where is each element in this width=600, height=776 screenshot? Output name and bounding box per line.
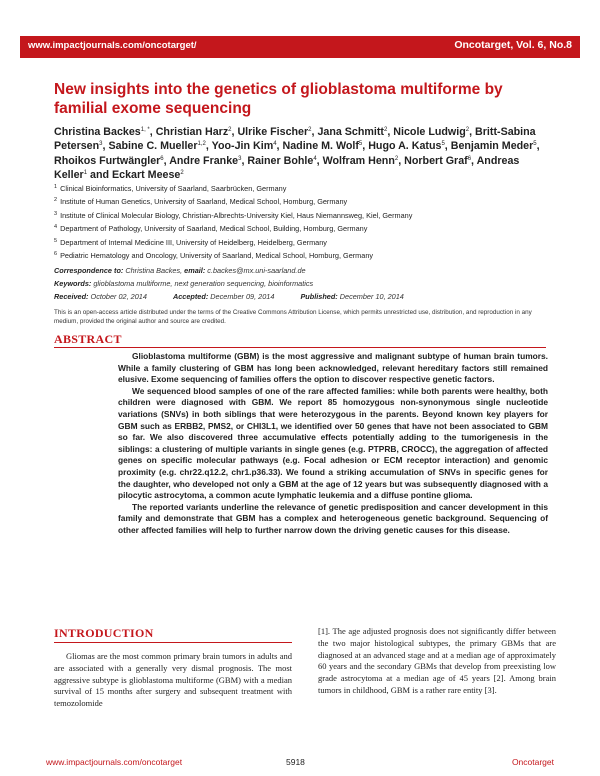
author-affiliation-mark: 2 xyxy=(384,127,388,133)
author-name: Sabine C. Mueller xyxy=(108,140,198,153)
author-affiliation-mark: 3 xyxy=(99,141,103,148)
introduction-divider xyxy=(54,642,292,643)
affiliation-number: 3 xyxy=(54,210,58,217)
author-affiliation-mark: 5 xyxy=(358,141,363,148)
affiliation-item xyxy=(54,249,554,262)
received-label: Received: xyxy=(54,292,89,301)
affiliation-number: 5 xyxy=(54,237,58,244)
affiliation-item xyxy=(54,182,554,195)
author-affiliation-mark: 2 xyxy=(180,170,184,177)
keywords-label: Keywords: xyxy=(54,279,92,288)
author-affiliation-mark: 2 xyxy=(465,127,470,133)
author-name: Nicole Ludwig xyxy=(393,126,466,138)
footer-journal-name: Oncotarget xyxy=(511,757,554,767)
affiliation-item xyxy=(54,236,554,249)
author-affiliation-mark: 2 xyxy=(394,155,399,162)
author xyxy=(156,126,232,138)
introduction-heading: INTRODUCTION xyxy=(54,626,154,640)
correspondence-label: Correspondence to: xyxy=(54,266,124,275)
affiliation-number: 6 xyxy=(54,251,58,258)
keywords-text: glioblastoma multiforme, next generation sequencing, bioinformatics xyxy=(93,279,314,288)
author xyxy=(368,140,445,152)
author xyxy=(451,140,537,152)
affiliation-text: Clinical Bioinformatics, University of Saarland, Saarbrücken, Germany xyxy=(60,184,287,193)
author-affiliation-mark: 1,2 xyxy=(197,141,206,148)
author-name: Andre Franke xyxy=(169,154,239,167)
author-affiliation-mark: 2 xyxy=(308,127,312,133)
header-journal-url[interactable]: www.impactjournals.com/oncotarget/ xyxy=(28,40,197,51)
affiliation-item xyxy=(54,195,554,208)
correspondence-line xyxy=(54,266,554,275)
introduction-paragraph: Gliomas are the most common primary brain tumors in adults and are associated with a generally very dismal prognosis. The most aggressive subtype is glioblastoma multiforme (GBM) with a median survival of 15 months after surgery and subsequent treatment with temozolomide xyxy=(54,651,292,709)
author xyxy=(108,140,205,152)
affiliation-list xyxy=(54,182,554,262)
introduction-paragraph-continued: [1]. The age adjusted prognosis does not significantly differ between the two major histological subtypes, the primary GBMs that are diagnosed at an advanced stage and at a median age of approximately 60 years and the secondary GBMs that develop from preexisting low grade astrocytoma at a median age of 45 years [2]. Among brain tumors in childhood, GBM is a rather rare entity [3]. xyxy=(318,626,556,695)
keywords-line xyxy=(54,279,554,288)
author-name: Rhoikos Furtwängler xyxy=(54,154,161,167)
abstract-body xyxy=(118,351,548,537)
author-name: Norbert Graf xyxy=(404,154,468,167)
affiliation-number: 1 xyxy=(54,184,58,190)
author xyxy=(112,169,184,181)
abstract-heading: ABSTRACT xyxy=(54,332,122,346)
header-journal-volume: Oncotarget, Vol. 6, No.8 xyxy=(454,39,572,51)
author xyxy=(237,126,311,138)
author-name: Benjamin Meder xyxy=(450,140,534,153)
affiliation-text: Department of Internal Medicine III, University of Heidelberg, Heidelberg, Germany xyxy=(60,237,327,247)
author-name: Jana Schmitt xyxy=(317,126,384,138)
author xyxy=(169,155,241,167)
email-label: email: xyxy=(184,266,206,275)
abstract-paragraph: Glioblastoma multiforme (GBM) is the most aggressive and malignant subtype of human brain tumors. While a family clustering of GBM has long been acknowledged, relevant hereditary factors still remained elusive. Exome sequencing of families offers the option to discover respective genetic factors. xyxy=(118,351,548,385)
author-affiliation-mark: 1, * xyxy=(140,127,150,133)
author-name: Christian Harz xyxy=(155,126,229,138)
author-affiliation-mark: 5 xyxy=(441,141,445,148)
author-name: Ulrike Fischer xyxy=(237,126,309,138)
abstract-paragraph: We sequenced blood samples of one of the rare affected families: while both parents were healthy, both children were diagnosed with GBM. We report 85 homozygous non-synonymous single nucleotide variations (SNVs) in both siblings that were heterozygous in the parents. Beyond known key players for GBM such as ERBB2, PMS2, or CHI3L1, we identified over 50 genes that have not been associated to GBM so far. We also discovered three accumulative effects potentially adding to the tumorigenesis in the siblings: a clustering of multiple variants in single genes (e.g. PTPRB, CROCC), the aggregation of affected genes on specific molecular pathways (e.g. Focal adhesion or ECM receptor interaction) and genomic proximity (e.g. chr22.q12.2, chr1.p36.33). We found a striking accumulation of SNVs in specific genes for the daughter, who developed not only a GBM at the age of 12 years but was subsequently diagnosed with a pilocytic astrocytoma, a common acute lymphatic leukemia and a diffuse pontine glioma. xyxy=(118,385,548,501)
author xyxy=(283,140,363,152)
author-name: Eckart Meese xyxy=(112,169,181,182)
dates-line xyxy=(54,292,554,301)
author-affiliation-mark: 3 xyxy=(238,155,242,162)
author xyxy=(317,126,387,138)
author-name: Hugo A. Katus xyxy=(368,140,442,153)
abstract-paragraph: The reported variants underline the relevance of genetic predisposition and cancer development in this family and demonstrate that GBM has a complex and heterogeneous genetic background. Sequencing of other affected families will help to further narrow down the driving genetic causes for this disease. xyxy=(118,501,548,535)
author-list: Christina Backes$^{1, *}$, Christian Harz$^2$, Ulrike Fischer$^2$, Jana Schmitt$^2$, Nicole Ludwig$^2$, Britt-Sabina Petersen$^3$, Sabine C. Mueller$^{1,2}$, Yoo-Jin Kim$^4$, Nadine M. Wolf$^5$, Hugo A. Katus$^5$, Benjamin Meder$^5$, Rhoikos Furtwängler$^6$, Andre Franke$^3$, Rainer Bohle$^4$, Wolfram Henn$^2$, Norbert Graf$^6$, Andreas Keller$^1$ and Eckart Meese$^2$ xyxy=(54,126,540,182)
author-affiliation-mark: 4 xyxy=(273,141,277,148)
author-name: Christina Backes xyxy=(54,126,141,138)
author xyxy=(323,155,399,167)
author xyxy=(54,126,150,138)
affiliation-item xyxy=(54,209,554,222)
author-affiliation-mark: 6 xyxy=(467,155,472,162)
author-affiliation-mark: 2 xyxy=(228,127,232,133)
affiliation-text: Institute of Clinical Molecular Biology, Christian-Albrechts-University Kiel, Haus Niemannsweg, Kiel, Germany xyxy=(60,210,413,220)
affiliation-number: 4 xyxy=(54,224,58,231)
author xyxy=(247,155,316,167)
license-statement: This is an open-access article distributed under the terms of the Creative Commons Attribution License, which permits unrestricted use, distribution, and reproduction in any medium, provided the original author and source are credited. xyxy=(54,309,532,326)
introduction-right-column xyxy=(318,626,556,697)
author-name: Yoo-Jin Kim xyxy=(211,140,274,153)
published-label: Published: xyxy=(300,292,338,301)
accepted-date: December 09, 2014 xyxy=(210,292,275,301)
correspondence-name: Christina Backes, xyxy=(125,266,183,275)
received-date: October 02, 2014 xyxy=(90,292,147,301)
author xyxy=(404,155,471,167)
author-affiliation-mark: 1 xyxy=(83,170,88,177)
affiliation-text: Department of Pathology, University of Saarland, Medical School, Building, Homburg, Germany xyxy=(60,224,368,234)
abstract-divider xyxy=(54,347,546,348)
footer-page-number: 5918 xyxy=(286,757,305,767)
affiliation-number: 2 xyxy=(54,197,58,204)
affiliation-text: Institute of Human Genetics, University of Saarland, Medical School, Homburg, Germany xyxy=(60,197,348,207)
author-affiliation-mark: 6 xyxy=(160,155,164,162)
published-date: December 10, 2014 xyxy=(339,292,404,301)
footer-journal-url[interactable]: www.impactjournals.com/oncotarget xyxy=(46,757,183,767)
author xyxy=(54,155,164,167)
author xyxy=(212,140,277,152)
author-affiliation-mark: 5 xyxy=(533,141,537,148)
author-name: Andreas Keller xyxy=(54,154,520,182)
author-affiliation-mark: 4 xyxy=(313,155,317,162)
correspondence-email[interactable]: c.backes@mx.uni-saarland.de xyxy=(207,266,306,275)
introduction-left-column xyxy=(54,651,292,710)
author-name: Britt-Sabina Petersen xyxy=(54,126,536,153)
author-name: Nadine M. Wolf xyxy=(282,140,359,153)
author xyxy=(393,126,469,138)
affiliation-item xyxy=(54,222,554,235)
author-name: Rainer Bohle xyxy=(247,154,314,167)
affiliation-text: Pediatric Hematology and Oncology, University of Saarland, Medical School, Homburg, Germany xyxy=(60,251,374,261)
article-title: New insights into the genetics of glioblastoma multiforme by familial exome sequencing xyxy=(54,81,503,117)
accepted-label: Accepted: xyxy=(172,292,209,301)
author-name: Wolfram Henn xyxy=(322,154,395,167)
